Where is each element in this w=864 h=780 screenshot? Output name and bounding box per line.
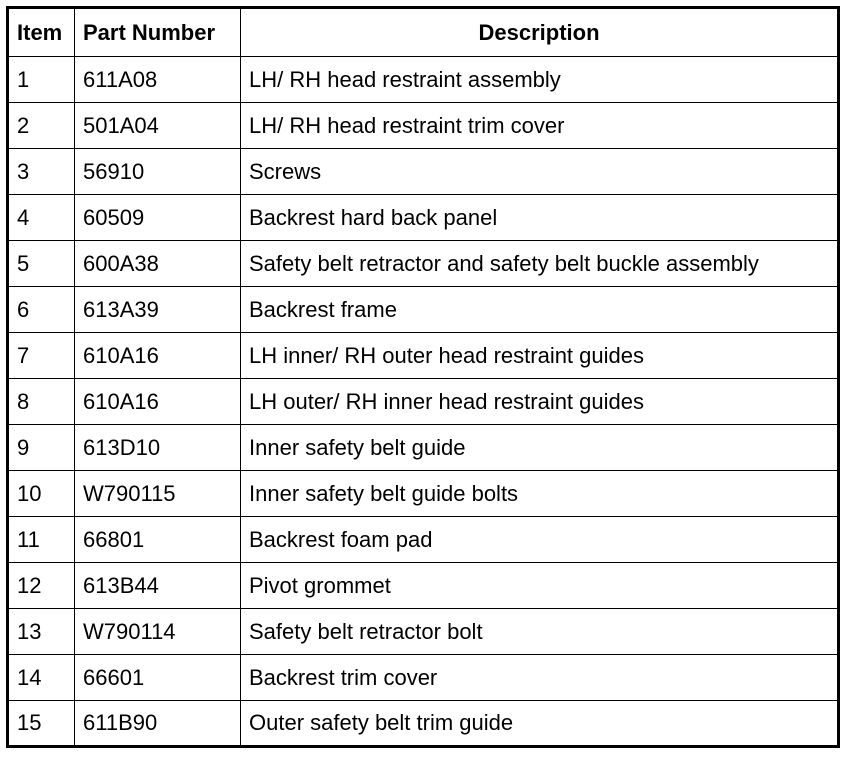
item-cell: 5 [8, 241, 75, 287]
item-cell: 15 [8, 701, 75, 747]
description-cell: Safety belt retractor and safety belt buckle assembly [241, 241, 839, 287]
description-cell: Safety belt retractor bolt [241, 609, 839, 655]
part-number-cell: 60509 [75, 195, 241, 241]
part-number-cell: W790114 [75, 609, 241, 655]
item-cell: 11 [8, 517, 75, 563]
item-cell: 10 [8, 471, 75, 517]
table-row [8, 287, 839, 333]
table-row [8, 563, 839, 609]
table-row [8, 103, 839, 149]
part-number-cell: 66601 [75, 655, 241, 701]
description-cell: Pivot grommet [241, 563, 839, 609]
description-cell: LH inner/ RH outer head restraint guides [241, 333, 839, 379]
description-cell: Inner safety belt guide [241, 425, 839, 471]
description-cell: Backrest foam pad [241, 517, 839, 563]
part-number-cell: 613A39 [75, 287, 241, 333]
table-row [8, 609, 839, 655]
item-cell: 13 [8, 609, 75, 655]
table-row [8, 379, 839, 425]
column-header-description: Description [241, 8, 839, 57]
part-number-cell: 66801 [75, 517, 241, 563]
part-number-cell: 610A16 [75, 379, 241, 425]
part-number-cell: W790115 [75, 471, 241, 517]
table-row [8, 701, 839, 747]
table-header-row [8, 8, 839, 57]
table-row [8, 655, 839, 701]
table-row [8, 195, 839, 241]
description-cell: Backrest trim cover [241, 655, 839, 701]
description-cell: Inner safety belt guide bolts [241, 471, 839, 517]
table-row [8, 333, 839, 379]
item-cell: 9 [8, 425, 75, 471]
item-cell: 8 [8, 379, 75, 425]
item-cell: 4 [8, 195, 75, 241]
item-cell: 14 [8, 655, 75, 701]
item-cell: 6 [8, 287, 75, 333]
parts-table [6, 6, 840, 748]
table-body [8, 57, 839, 747]
table-row [8, 425, 839, 471]
table-row [8, 471, 839, 517]
item-cell: 2 [8, 103, 75, 149]
item-cell: 7 [8, 333, 75, 379]
part-number-cell: 613D10 [75, 425, 241, 471]
part-number-cell: 600A38 [75, 241, 241, 287]
table-row [8, 517, 839, 563]
description-cell: LH outer/ RH inner head restraint guides [241, 379, 839, 425]
description-cell: Outer safety belt trim guide [241, 701, 839, 747]
column-header-part-number: Part Number [75, 8, 241, 57]
table-row [8, 57, 839, 103]
part-number-cell: 610A16 [75, 333, 241, 379]
description-cell: Screws [241, 149, 839, 195]
description-cell: Backrest frame [241, 287, 839, 333]
column-header-item: Item [8, 8, 75, 57]
item-cell: 12 [8, 563, 75, 609]
part-number-cell: 611A08 [75, 57, 241, 103]
table-row [8, 149, 839, 195]
part-number-cell: 611B90 [75, 701, 241, 747]
part-number-cell: 501A04 [75, 103, 241, 149]
description-cell: Backrest hard back panel [241, 195, 839, 241]
part-number-cell: 613B44 [75, 563, 241, 609]
item-cell: 1 [8, 57, 75, 103]
item-cell: 3 [8, 149, 75, 195]
description-cell: LH/ RH head restraint trim cover [241, 103, 839, 149]
description-cell: LH/ RH head restraint assembly [241, 57, 839, 103]
table-row [8, 241, 839, 287]
part-number-cell: 56910 [75, 149, 241, 195]
